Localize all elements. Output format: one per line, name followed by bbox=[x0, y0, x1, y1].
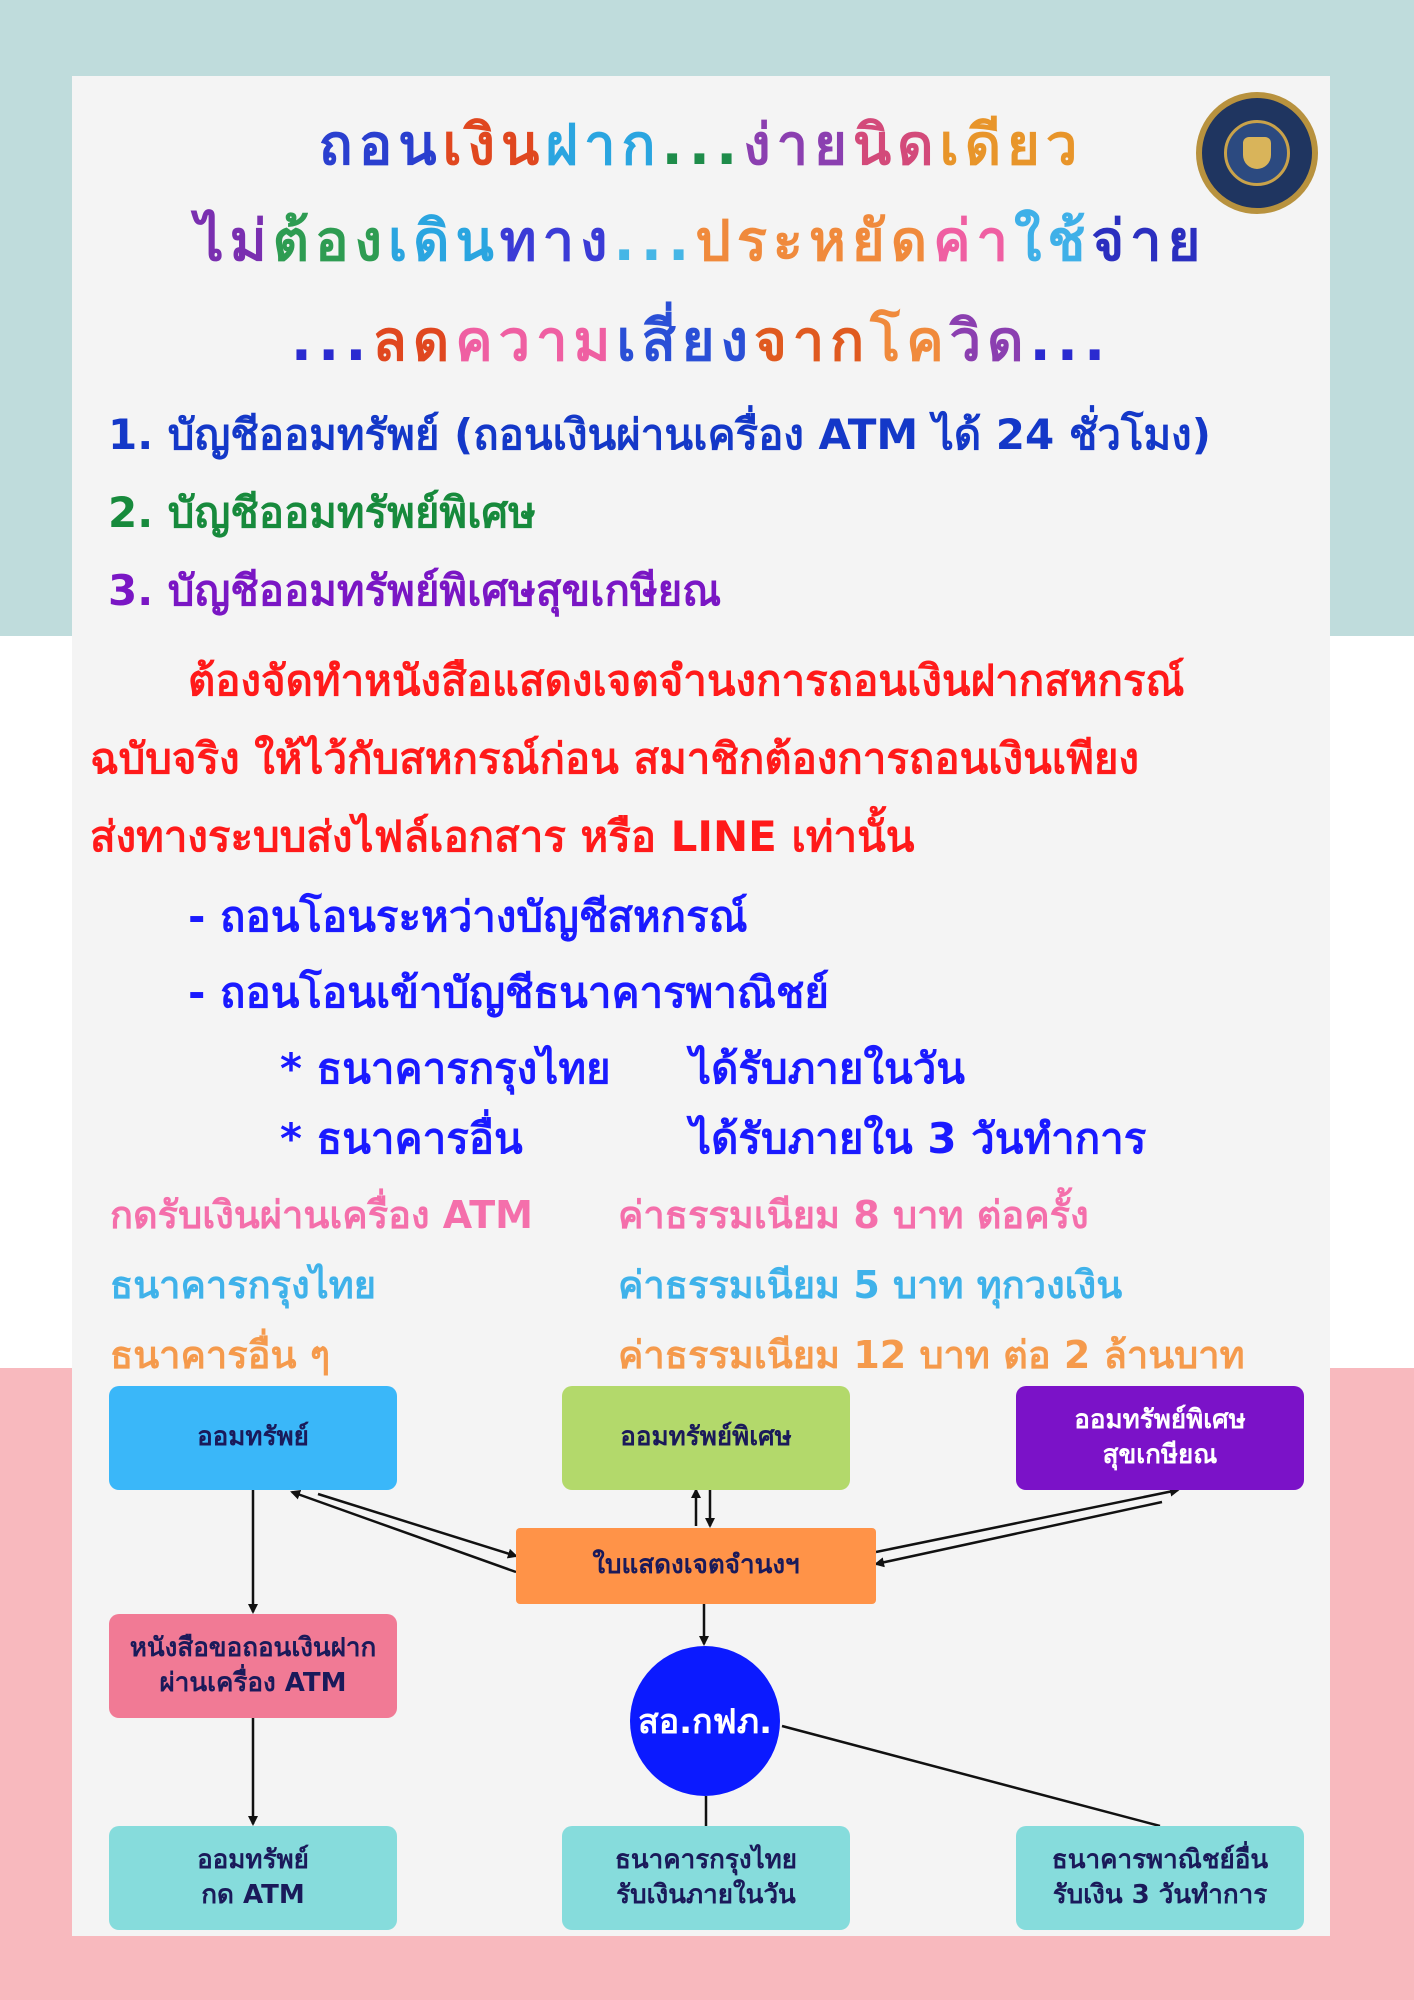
fee-value-atm: ค่าธรรมเนียม 8 บาท ต่อครั้ง bbox=[618, 1193, 1089, 1237]
arrow-retire-to-intent bbox=[876, 1502, 1162, 1564]
bank-ktb-name: * ธนาคารกรุงไทย bbox=[280, 1044, 611, 1093]
title-word: เดียว bbox=[939, 113, 1084, 178]
title-word: จ่าย bbox=[1091, 209, 1207, 274]
title-word: เสี่ยง bbox=[616, 309, 754, 374]
line-office-to-other bbox=[782, 1726, 1160, 1826]
title-word: ความ bbox=[455, 309, 617, 374]
node-special-savings: ออมทรัพย์พิเศษ bbox=[562, 1386, 850, 1490]
node-output-other-bank: ธนาคารพาณิชย์อื่น รับเงิน 3 วันทำการ bbox=[1016, 1826, 1304, 1930]
title-word: ประหยัด bbox=[695, 209, 934, 274]
title-word: ... bbox=[290, 309, 373, 374]
bank-other-time: ได้รับภายใน 3 วันทำการ bbox=[690, 1114, 1147, 1163]
arrow-intent-to-retire bbox=[876, 1490, 1178, 1552]
node-office: สอ.กฟภ. bbox=[630, 1646, 780, 1796]
title-word: ง่าย bbox=[743, 113, 853, 178]
arrow-intent-to-savings bbox=[292, 1492, 516, 1572]
notice-line-1: ต้องจัดทำหนังสือแสดงเจตจำนงการถอนเงินฝากสหกรณ์ bbox=[188, 656, 1185, 705]
node-output-ktb: ธนาคารกรุงไทย รับเงินภายในวัน bbox=[562, 1826, 850, 1930]
title-word: ทาง bbox=[499, 209, 614, 274]
title-word: วิด bbox=[949, 309, 1030, 374]
node-intent-form: ใบแสดงเจตจำนงฯ bbox=[516, 1528, 876, 1604]
notice-line-2: ฉบับจริง ให้ไว้กับสหกรณ์ก่อน สมาชิกต้องการถอนเงินเพียง bbox=[90, 734, 1139, 783]
account-item-3: 3. บัญชีออมทรัพย์พิเศษสุขเกษียณ bbox=[108, 566, 722, 615]
node-retirement-savings: ออมทรัพย์พิเศษ สุขเกษียณ bbox=[1016, 1386, 1304, 1490]
arrow-savings-to-intent bbox=[318, 1494, 516, 1556]
fee-label-atm: กดรับเงินผ่านเครื่อง ATM bbox=[110, 1193, 533, 1237]
title-word: ต้อง bbox=[272, 209, 388, 274]
account-item-1: 1. บัญชีออมทรัพย์ (ถอนเงินผ่านเครื่อง ATM ได้ 24 ชั่วโมง) bbox=[108, 410, 1211, 459]
title-word: ถอน bbox=[318, 113, 443, 178]
title-word: ฝาก bbox=[545, 113, 662, 178]
node-output-atm: ออมทรัพย์ กด ATM bbox=[109, 1826, 397, 1930]
fee-value-ktb: ค่าธรรมเนียม 5 บาท ทุกวงเงิน bbox=[618, 1263, 1123, 1307]
title-word: ใช้ bbox=[1014, 209, 1092, 274]
fee-label-ktb: ธนาคารกรุงไทย bbox=[110, 1263, 377, 1307]
title-word: จาก bbox=[753, 309, 871, 374]
title-word: ... bbox=[613, 209, 696, 274]
title-word: นิด bbox=[852, 113, 940, 178]
node-savings: ออมทรัพย์ bbox=[109, 1386, 397, 1490]
title-word: ค่า bbox=[933, 209, 1014, 274]
bank-ktb-time: ได้รับภายในวัน bbox=[690, 1044, 966, 1093]
title-word: เงิน bbox=[442, 113, 546, 178]
title-word: ลด bbox=[372, 309, 456, 374]
title-word: ... bbox=[661, 113, 744, 178]
title-word: ... bbox=[1029, 309, 1112, 374]
notice-line-3: ส่งทางระบบส่งไฟล์เอกสาร หรือ LINE เท่านั้น bbox=[90, 812, 915, 861]
title-word: โค bbox=[870, 309, 950, 374]
title-word: ไม่ bbox=[195, 209, 273, 274]
fee-label-other: ธนาคารอื่น ๆ bbox=[110, 1333, 331, 1377]
transfer-item-internal: - ถอนโอนระหว่างบัญชีสหกรณ์ bbox=[188, 892, 748, 941]
account-item-2: 2. บัญชีออมทรัพย์พิเศษ bbox=[108, 488, 536, 537]
fee-value-other: ค่าธรรมเนียม 12 บาท ต่อ 2 ล้านบาท bbox=[618, 1333, 1245, 1377]
title-word: เดิน bbox=[387, 209, 500, 274]
node-atm-withdraw-form: หนังสือขอถอนเงินฝาก ผ่านเครื่อง ATM bbox=[109, 1614, 397, 1718]
bank-other-name: * ธนาคารอื่น bbox=[280, 1114, 523, 1163]
transfer-item-bank: - ถอนโอนเข้าบัญชีธนาคารพาณิชย์ bbox=[188, 968, 830, 1017]
